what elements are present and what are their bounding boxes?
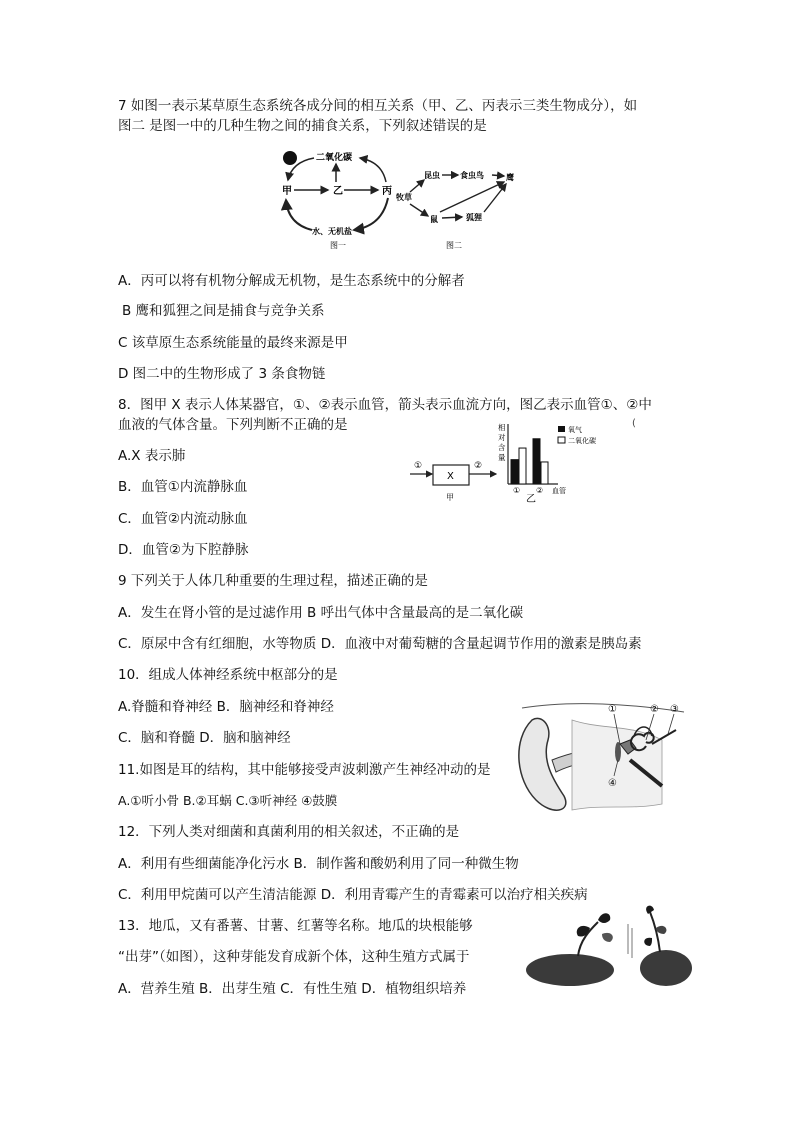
q9-options-line1: A．发生在肾小管的是过滤作用 B 呼出气体中含量最高的是二氧化碳 [118, 605, 524, 621]
fig2-bird: 食虫鸟 [460, 171, 484, 180]
eardrum [615, 742, 621, 762]
q7-option-a: A．丙可以将有机物分解成无机物，是生态系统中的分解者 [118, 273, 465, 289]
sprout-left-leaf-2 [598, 913, 610, 923]
sprout-right-leaf-3 [644, 938, 652, 946]
fig1-jia-label: 甲 [282, 186, 292, 197]
fig2-eagle: 鹰 [506, 173, 514, 182]
q8-stem-line1: 8．图甲 X 表示人体某器官，①、②表示血管，箭头表示血流方向，图乙表示血管①、②中 [118, 397, 652, 413]
fig1-co2-label: 二氧化碳 [316, 153, 353, 163]
q11-stem: 11.如图是耳的结构，其中能够接受声波刺激产生神经冲动的是 [118, 762, 491, 778]
fig1-arrow-water-jia [286, 200, 312, 230]
ear-structure-figure [512, 700, 688, 820]
q7-figure-1 [278, 148, 400, 252]
q8-option-a: A.X 表示肺 [118, 448, 186, 464]
q8-figure-yi-chart [496, 418, 618, 508]
q7-figure-2 [396, 166, 520, 252]
ear-label-1: ① [608, 704, 617, 715]
q7-option-d: D 图二中的生物形成了 3 条食物链 [118, 366, 326, 382]
q13-stem-line1: 13．地瓜，又有番薯、甘薯、红薯等名称。地瓜的块根能够 [118, 918, 473, 934]
fig1-water-label: 水、无机盐 [312, 227, 352, 236]
sprout-left-leaf-1 [577, 926, 590, 937]
q10-stem: 10．组成人体神经系统中枢部分的是 [118, 667, 338, 683]
ear-label-3: ③ [670, 704, 679, 715]
fig1-arrow-bing-co2 [360, 158, 386, 182]
fig2-arrow-mouse-fox [442, 217, 462, 218]
jia-out-label: ② [474, 461, 483, 471]
q9-stem: 9 下列关于人体几种重要的生理过程，描述正确的是 [118, 573, 428, 589]
ear-label-4: ④ [608, 778, 617, 789]
q12-options-line2: C．利用甲烷菌可以产生清洁能源 D．利用青霉产生的青霉素可以治疗相关疾病 [118, 887, 588, 903]
q10-options-line2: C．脑和脊髓 D．脑和脑神经 [118, 730, 291, 746]
jia-caption: 甲 [446, 493, 454, 502]
q8-figure-jia [408, 458, 500, 502]
yi-xtick-1: ① [513, 486, 521, 495]
fig1-bing-label: 丙 [382, 186, 392, 197]
fig2-fox: 狐狸 [466, 213, 482, 222]
sweet-potato-right [640, 950, 692, 986]
bar-o2-vessel-2 [533, 439, 540, 484]
organ-x-label: X [447, 471, 454, 482]
yi-ylabel-char-4: 量 [498, 453, 506, 462]
q9-options-line2: C．原尿中含有红细胞，水等物质 D．血液中对葡萄糖的含量起调节作用的激素是胰岛素 [118, 636, 642, 652]
sweet-potato-left [526, 954, 614, 986]
q7-stem-line1: 7 如图一表示某草原生态系统各成分间的相互关系（甲、乙、丙表示三类生物成分），如 [118, 98, 638, 114]
skull-outline [522, 704, 684, 712]
legend-o2-swatch [558, 426, 565, 432]
yi-caption: 乙 [526, 494, 536, 505]
q7-option-b: B 鹰和狐狸之间是捕食与竞争关系 [122, 303, 325, 319]
sprout-left-leaf-3 [602, 933, 613, 942]
jia-in-label: ① [414, 461, 423, 471]
q8-option-b: B．血管①内流静脉血 [118, 479, 248, 495]
bar-co2-vessel-2 [541, 462, 548, 484]
fig2-mouse: 鼠 [430, 215, 438, 224]
q13-stem-line2: “出芽”（如图），这种芽能发育成新个体，这种生殖方式属于 [118, 949, 470, 965]
q8-option-d: D．血管②为下腔静脉 [118, 542, 249, 558]
legend-co2-swatch [558, 437, 565, 443]
ear-label-2: ② [650, 704, 659, 715]
fig2-insect: 昆虫 [424, 171, 440, 180]
yi-ylabel-char-2: 对 [498, 433, 506, 442]
q8-option-c: C．血管②内流动脉血 [118, 511, 248, 527]
q11-options: A.①听小骨 B.②耳蜗 C.③听神经 ④鼓膜 [118, 793, 338, 808]
stray-vertical-marks [628, 924, 632, 958]
fig2-arrow-grass-insect [410, 180, 424, 192]
bar-co2-vessel-1 [519, 448, 526, 484]
q13-options: A．营养生殖 B．出芽生殖 C．有性生殖 D．植物组织培养 [118, 981, 467, 997]
sun-icon [283, 151, 297, 165]
q10-options-line1: A.脊髓和脊神经 B．脑神经和脊神经 [118, 699, 334, 715]
yi-xlabel: 血管 [552, 487, 566, 495]
bar-o2-vessel-1 [511, 460, 518, 484]
fig2-caption: 图二 [446, 241, 462, 250]
q12-options-line1: A．利用有些细菌能净化污水 B．制作酱和酸奶利用了同一种微生物 [118, 856, 519, 872]
fig2-arrow-mouse-eagle [440, 182, 504, 212]
yi-ylabel-char-3: 含 [498, 443, 506, 452]
yi-xtick-2: ② [536, 486, 544, 495]
fig2-grass: 牧草 [396, 193, 412, 202]
fig1-yi-label: 乙 [333, 186, 343, 197]
fig2-arrow-fox-eagle [484, 184, 506, 212]
yi-ylabel-char-1: 相 [498, 423, 506, 432]
fig2-arrow-grass-mouse [410, 204, 428, 216]
fig2-arrow-bird-eagle [492, 175, 504, 176]
q8-stem-line2: 血液的气体含量。下列判断不正确的是 [118, 417, 348, 433]
fig1-caption: 图一 [330, 241, 346, 250]
q12-stem: 12．下列人类对细菌和真菌利用的相关叙述，不正确的是 [118, 824, 460, 840]
sweet-potato-figure [520, 904, 696, 990]
q7-stem-line2: 图二 是图一中的几种生物之间的捕食关系，下列叙述错误的是 [118, 118, 487, 134]
stray-mark: ( [632, 418, 636, 429]
legend-co2-label: 二氧化碳 [568, 437, 596, 445]
legend-o2-label: 氧气 [568, 426, 582, 434]
fig1-arrow-bing-water [354, 198, 388, 230]
q7-option-c: C 该草原生态系统能量的最终来源是甲 [118, 335, 348, 351]
